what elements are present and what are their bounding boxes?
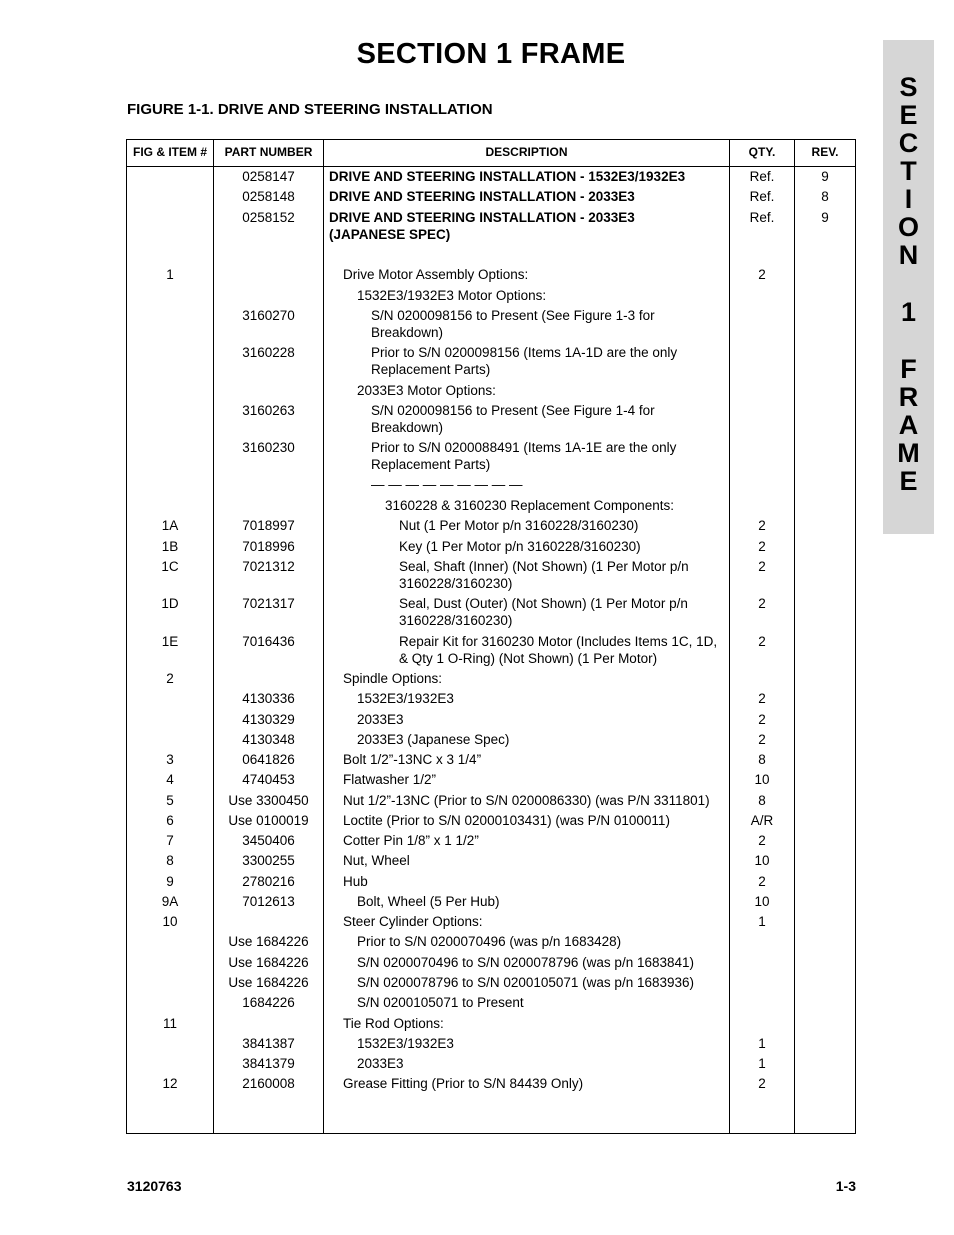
qty-cell: 1 bbox=[758, 914, 766, 929]
part-number-cell: 7012613 bbox=[242, 894, 295, 909]
part-number-cell: 3450406 bbox=[242, 833, 295, 848]
fig-item-cell: 5 bbox=[166, 793, 174, 808]
part-number-cell: 4130329 bbox=[242, 712, 295, 727]
description-cell: Prior to S/N 0200088491 (Items 1A-1E are the only Replacement Parts) bbox=[371, 440, 677, 472]
description-cell: DRIVE AND STEERING INSTALLATION - 2033E3 (JAPANESE SPEC) bbox=[329, 210, 635, 242]
part-number-cell: 0641826 bbox=[242, 752, 295, 767]
part-number-cell: 7016436 bbox=[242, 634, 295, 649]
qty-cell: 2 bbox=[758, 691, 766, 706]
description-cell: Nut, Wheel bbox=[343, 853, 410, 868]
description-cell: 1532E3/1932E3 bbox=[357, 691, 454, 706]
description-cell: S/N 0200098156 to Present (See Figure 1-4 for Breakdown) bbox=[371, 403, 655, 435]
fig-item-cell: 1B bbox=[161, 539, 179, 554]
description-cell: Spindle Options: bbox=[343, 671, 443, 686]
qty-cell: A/R bbox=[750, 813, 774, 828]
part-number-cell: 4740453 bbox=[242, 772, 295, 787]
description-cell: Flatwasher 1/2” bbox=[343, 772, 437, 787]
description-cell: Cotter Pin 1/8” x 1 1/2” bbox=[343, 833, 479, 848]
side-tab-letter: N bbox=[898, 240, 919, 270]
side-tab-letter: C bbox=[898, 128, 919, 158]
side-tab-letter: E bbox=[899, 466, 918, 496]
header-rev: REV. bbox=[811, 145, 839, 159]
part-number-cell: 4130336 bbox=[242, 691, 295, 706]
description-cell: 3160228 & 3160230 Replacement Components: bbox=[385, 498, 674, 513]
qty-cell: Ref. bbox=[749, 210, 775, 225]
description-cell: 2033E3 (Japanese Spec) bbox=[357, 732, 510, 747]
rev-cell: 8 bbox=[821, 189, 829, 204]
description-cell: Bolt 1/2”-13NC x 3 1/4” bbox=[343, 752, 482, 767]
part-number-cell: Use 1684226 bbox=[228, 975, 309, 990]
part-number-cell: 3160230 bbox=[242, 440, 295, 455]
part-number-cell: 3841387 bbox=[242, 1036, 295, 1051]
fig-item-cell: 2 bbox=[166, 671, 174, 686]
qty-cell: Ref. bbox=[749, 189, 775, 204]
fig-item-cell: 3 bbox=[166, 752, 174, 767]
fig-item-cell: 1D bbox=[161, 596, 179, 611]
part-number-cell: 7021317 bbox=[242, 596, 295, 611]
part-number-cell: 3841379 bbox=[242, 1056, 295, 1071]
fig-item-cell: 10 bbox=[162, 914, 178, 929]
part-number-cell: Use 3300450 bbox=[228, 793, 309, 808]
description-cell: Nut (1 Per Motor p/n 3160228/3160230) bbox=[399, 518, 639, 533]
side-tab-letter: O bbox=[897, 212, 919, 242]
column-divider bbox=[794, 140, 795, 1133]
part-number-cell: 7021312 bbox=[242, 559, 295, 574]
column-divider bbox=[323, 140, 324, 1133]
description-cell: 2033E3 bbox=[357, 1056, 404, 1071]
fig-item-cell: 1C bbox=[161, 559, 179, 574]
description-cell: Prior to S/N 0200098156 (Items 1A-1D are the only Replacement Parts) bbox=[371, 345, 678, 377]
qty-cell: 2 bbox=[758, 596, 766, 611]
description-cell: Tie Rod Options: bbox=[343, 1016, 444, 1031]
parts-table bbox=[126, 139, 856, 1134]
part-number-cell: 3300255 bbox=[242, 853, 295, 868]
qty-cell: 2 bbox=[758, 559, 766, 574]
figure-title: FIGURE 1-1. DRIVE AND STEERING INSTALLATION bbox=[127, 101, 493, 118]
qty-cell: 8 bbox=[758, 793, 766, 808]
rev-cell: 9 bbox=[821, 210, 829, 225]
fig-item-cell: 7 bbox=[166, 833, 174, 848]
side-tab-letter: I bbox=[904, 184, 913, 214]
page-title: SECTION 1 FRAME bbox=[356, 38, 626, 70]
fig-item-cell: 11 bbox=[162, 1016, 177, 1031]
fig-item-cell: 9A bbox=[161, 894, 179, 909]
description-cell: DRIVE AND STEERING INSTALLATION - 1532E3/1932E3 bbox=[329, 169, 686, 184]
part-number-cell: Use 1684226 bbox=[228, 955, 309, 970]
description-cell: S/N 0200105071 to Present bbox=[357, 995, 524, 1010]
side-tab-letter: F bbox=[900, 354, 917, 384]
description-cell: DRIVE AND STEERING INSTALLATION - 2033E3 bbox=[329, 189, 635, 204]
qty-cell: 2 bbox=[758, 267, 766, 282]
part-number-cell: 3160270 bbox=[242, 308, 295, 323]
description-cell: Nut 1/2”-13NC (Prior to S/N 0200086330) (was P/N 3311801) bbox=[343, 793, 710, 808]
description-cell: 2033E3 bbox=[357, 712, 404, 727]
description-cell: Prior to S/N 0200070496 (was p/n 1683428) bbox=[357, 934, 622, 949]
description-cell: Grease Fitting (Prior to S/N 84439 Only) bbox=[343, 1076, 584, 1091]
description-cell: Key (1 Per Motor p/n 3160228/3160230) bbox=[399, 539, 641, 554]
fig-item-cell: 9 bbox=[166, 874, 174, 889]
part-number-cell: 3160228 bbox=[242, 345, 295, 360]
description-cell: 1532E3/1932E3 Motor Options: bbox=[357, 288, 547, 303]
fig-item-cell: 8 bbox=[166, 853, 174, 868]
qty-cell: 1 bbox=[758, 1036, 766, 1051]
description-cell: Hub bbox=[343, 874, 368, 889]
header-part-number: PART NUMBER bbox=[224, 145, 313, 159]
document-number: 3120763 bbox=[127, 1178, 182, 1194]
qty-cell: 2 bbox=[758, 833, 766, 848]
part-number-cell: 7018997 bbox=[242, 518, 295, 533]
section-side-tab bbox=[883, 40, 934, 534]
description-cell: Seal, Shaft (Inner) (Not Shown) (1 Per Motor p/n 3160228/3160230) bbox=[399, 559, 689, 591]
qty-cell: 10 bbox=[754, 894, 770, 909]
qty-cell: 2 bbox=[758, 874, 766, 889]
qty-cell: 2 bbox=[758, 518, 766, 533]
part-number-cell: 0258148 bbox=[242, 189, 295, 204]
description-cell: Repair Kit for 3160230 Motor (Includes Items 1C, 1D, & Qty 1 O-Ring) (Not Shown) (1 Per Motor) bbox=[399, 634, 718, 666]
qty-cell: 2 bbox=[758, 1076, 766, 1091]
description-cell: 2033E3 Motor Options: bbox=[357, 383, 496, 398]
rev-cell: 9 bbox=[821, 169, 829, 184]
part-number-cell: 0258147 bbox=[242, 169, 295, 184]
description-cell: Drive Motor Assembly Options: bbox=[343, 267, 529, 282]
side-tab-letter: A bbox=[898, 410, 919, 440]
side-tab-letter: M bbox=[897, 438, 920, 468]
fig-item-cell: 6 bbox=[166, 813, 174, 828]
page-number: 1-3 bbox=[835, 1178, 856, 1194]
part-number-cell: 2160008 bbox=[242, 1076, 295, 1091]
qty-cell: 10 bbox=[754, 853, 770, 868]
qty-cell: 2 bbox=[758, 712, 766, 727]
qty-cell: Ref. bbox=[749, 169, 775, 184]
description-cell: — — — — — — — — — bbox=[371, 477, 523, 492]
description-cell: S/N 0200078796 to S/N 0200105071 (was p/n 1683936) bbox=[357, 975, 695, 990]
fig-item-cell: 1 bbox=[166, 267, 174, 282]
part-number-cell: 0258152 bbox=[242, 210, 295, 225]
side-tab-letter: E bbox=[899, 100, 918, 130]
part-number-cell: 1684226 bbox=[242, 995, 295, 1010]
fig-item-cell: 4 bbox=[166, 772, 174, 787]
qty-cell: 1 bbox=[758, 1056, 766, 1071]
header-description: DESCRIPTION bbox=[485, 145, 568, 159]
header-qty: QTY. bbox=[748, 145, 776, 159]
header-fig-item: FIG & ITEM # bbox=[132, 145, 207, 159]
qty-cell: 2 bbox=[758, 634, 766, 649]
fig-item-cell: 12 bbox=[162, 1076, 178, 1091]
fig-item-cell: 1E bbox=[161, 634, 179, 649]
qty-cell: 10 bbox=[754, 772, 770, 787]
fig-item-cell: 1A bbox=[161, 518, 179, 533]
part-number-cell: Use 1684226 bbox=[228, 934, 309, 949]
description-cell: Seal, Dust (Outer) (Not Shown) (1 Per Motor p/n 3160228/3160230) bbox=[399, 596, 688, 628]
part-number-cell: 4130348 bbox=[242, 732, 295, 747]
description-cell: Bolt, Wheel (5 Per Hub) bbox=[357, 894, 500, 909]
part-number-cell: 2780216 bbox=[242, 874, 295, 889]
part-number-cell: 3160263 bbox=[242, 403, 295, 418]
qty-cell: 8 bbox=[758, 752, 766, 767]
description-cell: Loctite (Prior to S/N 02000103431) (was P/N 0100011) bbox=[343, 813, 670, 828]
side-tab-letter: 1 bbox=[900, 297, 917, 327]
description-cell: S/N 0200070496 to S/N 0200078796 (was p/n 1683841) bbox=[357, 955, 695, 970]
part-number-cell: Use 0100019 bbox=[228, 813, 309, 828]
side-tab-letter: R bbox=[898, 382, 919, 412]
header-divider bbox=[127, 166, 855, 167]
description-cell: Steer Cylinder Options: bbox=[343, 914, 483, 929]
qty-cell: 2 bbox=[758, 539, 766, 554]
part-number-cell: 7018996 bbox=[242, 539, 295, 554]
side-tab-letter: S bbox=[899, 72, 918, 102]
qty-cell: 2 bbox=[758, 732, 766, 747]
description-cell: S/N 0200098156 to Present (See Figure 1-3 for Breakdown) bbox=[371, 308, 655, 340]
side-tab-letter: T bbox=[900, 156, 917, 186]
description-cell: 1532E3/1932E3 bbox=[357, 1036, 454, 1051]
